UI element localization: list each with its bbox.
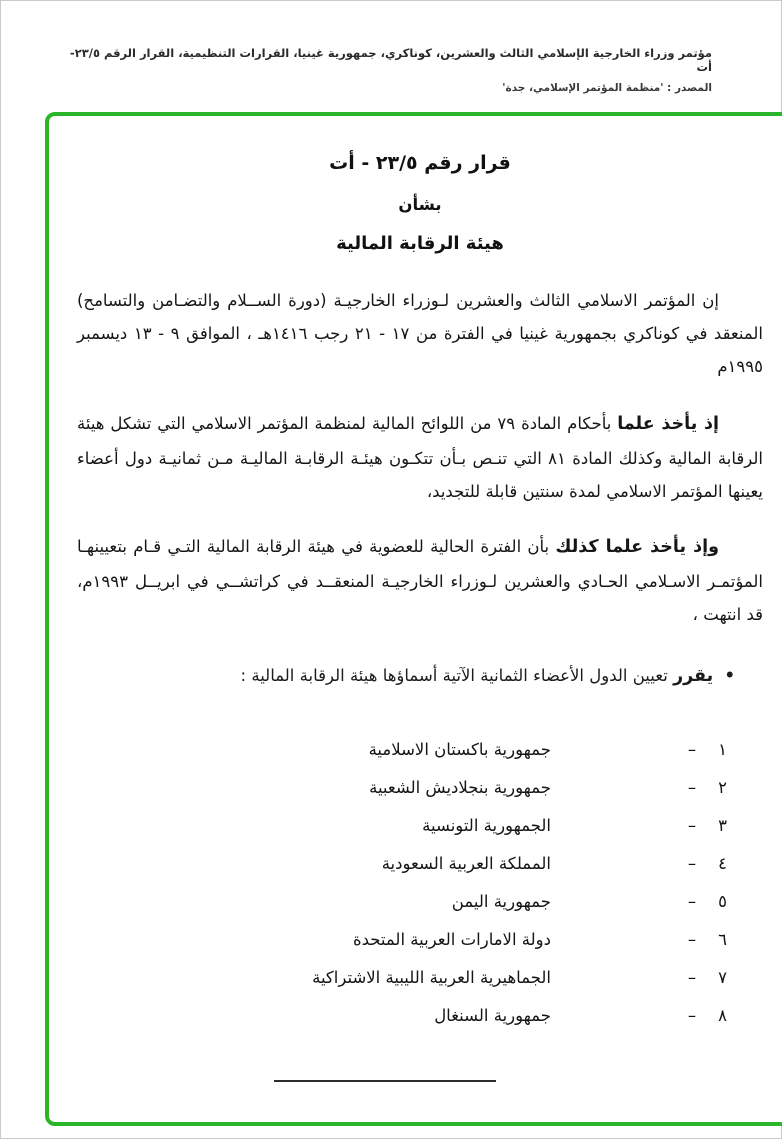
title-block — [77, 152, 763, 254]
member-list-item — [77, 920, 727, 958]
member-list-item — [77, 996, 727, 1034]
preamble-paragraph: إن المؤتمر الاسلامي الثالث والعشرين لـوزراء الخارجيـة (دورة الســلام والتضـامن والتسامح) المنعقد في كوناكري بجمهورية غينيا في الفترة من ١٧ - ٢١ رجب ١٤١٦هـ ، الموافق ٩ - ١٣ ديسمبر ١٩٩٥م — [77, 291, 764, 376]
member-number: ٧ — [718, 967, 727, 987]
regarding-label: بشأن — [398, 195, 442, 214]
resolution-number-title: قرار رقم ٢٣/٥ - أت — [329, 152, 511, 174]
member-name: جمهورية اليمن — [451, 891, 551, 911]
members-list — [77, 730, 763, 1034]
member-list-item — [77, 844, 727, 882]
noting-lead: إذ يأخذ علما — [617, 414, 720, 434]
member-number: ٤ — [718, 853, 727, 873]
noting-further-paragraph — [77, 530, 763, 631]
bullet-icon: • — [724, 666, 735, 685]
noting-further-lead: وإذ يأخذ علما كذلك — [555, 537, 719, 557]
list-dash: – — [687, 815, 697, 835]
member-name: دولة الامارات العربية المتحدة — [352, 929, 551, 949]
member-number: ١ — [718, 739, 727, 759]
list-dash: – — [687, 967, 697, 987]
list-dash: – — [687, 1005, 697, 1025]
member-name: جمهورية السنغال — [434, 1005, 551, 1025]
page-header — [60, 46, 712, 94]
list-dash: – — [687, 739, 697, 759]
footnote-divider — [274, 1080, 496, 1082]
member-number: ٨ — [718, 1005, 727, 1025]
member-number: ٣ — [718, 815, 727, 835]
list-dash: – — [687, 777, 697, 797]
member-number: ٢ — [718, 777, 727, 797]
decision-lead: يقرر — [673, 666, 714, 686]
document-subject-title: هيئة الرقابة المالية — [336, 233, 504, 254]
member-list-item — [77, 958, 727, 996]
member-name: الجمهورية التونسية — [422, 815, 551, 835]
list-dash: – — [687, 891, 697, 911]
noting-paragraph — [77, 407, 763, 508]
member-number: ٥ — [718, 891, 727, 911]
member-name: جمهورية بنجلاديش الشعبية — [369, 777, 551, 797]
list-dash: – — [687, 929, 697, 949]
member-list-item — [77, 730, 727, 768]
member-list-item — [77, 806, 727, 844]
member-number: ٦ — [718, 929, 727, 949]
header-publisher-line: المصدر : 'منظمة المؤتمر الإسلامي، جدة' — [502, 82, 712, 94]
noting-text: بأحكام المادة ٧٩ من اللوائح المالية لمنظمة المؤتمر الاسلامي التي تشكل هيئة الرقابة المالية وكذلك المادة ٨١ التي تنـص بـأن تتكـون هيئـة الرقابـة الماليـة مـن ثمانيـة دول أعضاء يعينها المؤتمر الاسلامي لمدة سنتين قابلة للتجديد، — [77, 414, 763, 501]
document-frame — [45, 112, 782, 1126]
member-name: المملكة العربية السعودية — [381, 853, 551, 873]
decision-line — [77, 659, 763, 694]
member-list-item — [77, 768, 727, 806]
member-name: جمهورية باكستان الاسلامية — [368, 739, 551, 759]
decision-text: تعيين الدول الأعضاء الثمانية الآتية أسماؤها هيئة الرقابة المالية : — [240, 666, 668, 685]
member-name: الجماهيرية العربية الليبية الاشتراكية — [312, 967, 551, 987]
header-source-line: مؤتمر وزراء الخارجية الإسلامي الثالث والعشرين، كوناكري، جمهورية غينيا، القرارات التنظيمية، القرار الرقم ٢٣/٥-أت — [69, 46, 712, 74]
list-dash: – — [687, 853, 697, 873]
noting-further-text: بأن الفترة الحالية للعضوية في هيئة الرقابة المالية التـي قـام بتعيينهـا المؤتمـر الاسـلامي الحـادي والعشرين لـوزراء الخارجيـة المنعقــد في كراتشــي في ابريــل ١٩٩٣م، قد انتهت ، — [77, 537, 763, 624]
member-list-item — [77, 882, 727, 920]
